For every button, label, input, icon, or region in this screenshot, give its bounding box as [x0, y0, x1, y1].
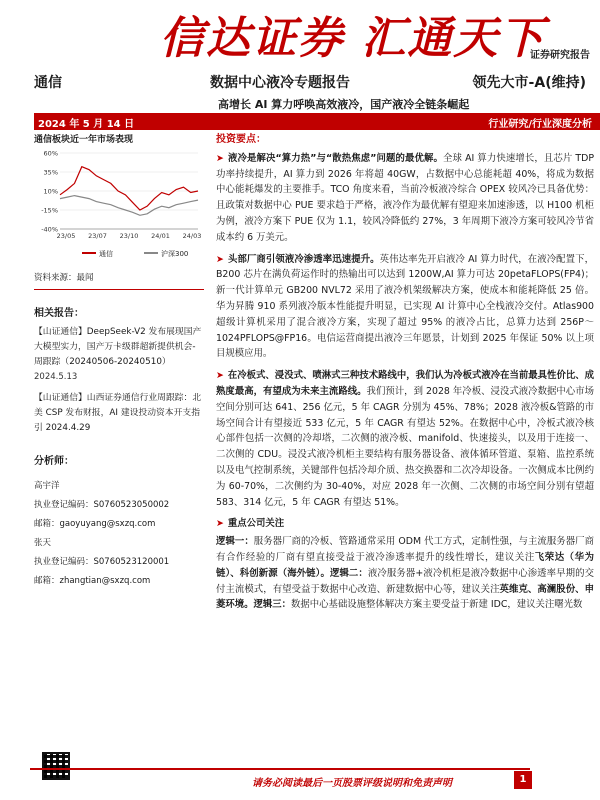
para-text: 全球 AI 算力快速增长，且芯片 TDP 功率持续提升，AI 算力到 2026 年将超 40GW，占数据中心总能耗超 40%，将成为数据中心能耗爆发的主要推手。TCO 角度来看，当前冷板液冷综合 OPEX 较风冷已具备优势：且政策对数据中心 PUE 要求趋于严格，液冷作为最优解有望迎来加速渗透，以 H100 机柜为例，液冷方案下 PUE 仅为 1.1，较风冷降低约 27%，3 年周期下液冷方案可较风冷节省成本约 6 万美元。	[216, 152, 594, 243]
related-report-text: 【山证通信】DeepSeek-V2 发布展现国产大模型实力，国产万卡级群超新提供机会-周跟踪（20240506-20240510）	[34, 327, 202, 367]
industry-label: 通信	[34, 75, 62, 91]
bullet-icon: ➤	[216, 253, 224, 265]
banner	[0, 0, 600, 64]
related-report-text: 【山证通信】山西证券通信行业周跟踪：北美 CSP 发布财报，AI 建设投动资本开支指引 2024.4.29	[34, 393, 202, 433]
analyst-name: 高宇洋	[34, 481, 60, 491]
analyst-name: 张天	[34, 538, 52, 548]
analyst-title: 分析师：	[34, 456, 74, 467]
chart-series-line-telecom	[60, 167, 198, 210]
report-title: 数据中心液冷专题报告	[210, 75, 350, 91]
related-report-date: 2024.5.13	[34, 372, 78, 382]
chart-title: 通信板块近一年市场表现	[34, 135, 134, 145]
analyst-email[interactable]: 邮箱：zhangtian@sxzq.com	[34, 576, 151, 586]
logic-text: 数据中心基础设施整体解决方案主要受益于新建 IDC，建议关注曙光数	[291, 599, 583, 611]
footer-divider	[30, 768, 530, 770]
paragraph-1	[216, 151, 594, 246]
chart-ytick-label: 35%	[43, 168, 58, 177]
company-list: 飞荣达（华为链）、科创新源（海外链）	[216, 551, 594, 579]
analyst-cert: 执业登记编码：S0760523050002	[34, 500, 170, 510]
analyst-cert: 执业登记编码：S0760523120001	[34, 557, 170, 567]
chart-xtick-label: 23/05	[56, 232, 76, 240]
related-report[interactable]	[34, 391, 204, 436]
chart-legend-label: 通信	[99, 250, 113, 258]
bullet-icon: ➤	[216, 518, 224, 530]
chart-xtick-label: 24/01	[151, 232, 170, 240]
qr-code-icon	[42, 752, 70, 780]
chart-ytick-label: -40%	[41, 225, 58, 234]
para-bold: 在冷板式、浸没式、喷淋式三种技术路线中，我们认为冷板式液冷在当前最具性价比、成熟度最高，有望成为未来主流路线。	[216, 370, 594, 397]
bullet-icon: ➤	[216, 152, 224, 164]
related-report[interactable]	[34, 325, 204, 385]
paragraph-4	[216, 534, 594, 613]
divider	[34, 289, 204, 290]
para-bold: 液冷是解决“算力热”与“散热焦虑”问题的最优解。	[227, 152, 443, 164]
footer-disclaimer[interactable]: 请务必阅读最后一页股票评级说明和免责声明	[252, 778, 452, 789]
chart-xtick-label: 24/03	[182, 232, 202, 240]
paragraph-3	[216, 368, 594, 510]
report-subtitle: 高增长 AI 算力呼唤高效液冷，国产液冷全链条崛起	[218, 98, 470, 111]
brand-logo: 信达证券 汇通天下	[160, 13, 546, 64]
logic-text: 服务器厂商的冷板、管路通常采用 ODM 代工方式，定制性强，与主流服务器厂商有合作经验的厂商有望直接受益于液冷渗透率提升的线性增长，建议关注	[216, 536, 594, 563]
market-chart	[34, 147, 204, 267]
logic-label: 逻辑一：	[216, 536, 254, 548]
related-title: 相关报告：	[34, 308, 84, 319]
chart-ytick-label: -15%	[41, 206, 58, 215]
main-content	[216, 132, 594, 754]
bullet-icon: ➤	[216, 370, 224, 382]
section-heading: 投资要点：	[216, 134, 266, 145]
para-text: 我们预计，到 2028 年冷板、浸没式液冷数据中心市场空间分别可达 641、256 亿元，5 年 CAGR 分别为 45%、78%；2028 液冷板&管路的市场空间合计有望接近 533 亿元，5 年 CAGR 有望达 52%。在数据中心中，冷板式液冷核心部件包括一次侧的冷却塔，二次侧的液冷板、manifold、快速接头，以及用于连接一、二次侧的 CDU。浸没式液冷机柜主要结构有服务器设备、液体循环管道、泵箱、监控系统以及电气控制系统，关键部件包括冷却介质、热交换器和二次冷却设备。一次侧成本比例约为 60-70%，二次侧约为 30-40%，对应 2028 年一次侧、二次侧的市场空间分别有望超 583、314 亿元，5 年 CAGR 有望达 51%。	[216, 385, 594, 508]
chart-legend-label: 沪深300	[161, 250, 189, 258]
chart-xtick-label: 23/10	[119, 232, 139, 240]
chart-xtick-label: 23/07	[88, 232, 107, 240]
para-bold: 头部厂商引领液冷渗透率迅速提升。	[227, 253, 380, 265]
key-companies-title: 重点公司关注	[227, 518, 285, 530]
date-bar	[34, 113, 600, 130]
chart-ytick-label: 10%	[43, 187, 58, 196]
logic-label: 。逻辑二：	[320, 567, 368, 579]
chart-ytick-label: 60%	[43, 149, 58, 158]
para-text: 英伟达率先开启液冷 AI 算力时代，在液冷配置下，B200 芯片在满负荷运作时的热输出可以达到 1200W,AI 算力可达 20petaFLOPS(FP4)；新一代计算单元 GB200 NVL72 采用了液冷机架级解决方案，使成本和能耗降低 25 倍。华为昇腾 910 系列液冷版本性能提升明显，已实现 AI 计算中心全栈液冷交付。Atlas900 超级计算机采用了混合液冷方案，实现了超过 95% 的液冷占比，总算力达到 256P～1024PFLOPS@FP16。电信运营商提出液冷三年愿景，计划到 2025 年保证 50% 以上项目规模应用。	[216, 253, 594, 360]
page-number: 1	[514, 771, 532, 789]
paragraph-2	[216, 252, 594, 363]
logic-text: 液冷服务器+液冷机柜是液冷数据中心渗透率早期的交付主流模式，有望受益于数据中心改造、新建数据中心等，建议关注	[216, 567, 594, 595]
chart-source: 资料来源：最闻	[34, 273, 94, 283]
rating-label: 领先大市-A(维持)	[472, 75, 586, 91]
key-companies-heading	[216, 516, 594, 532]
company-list: 英维克、高澜股份、申菱环境	[216, 583, 594, 611]
analyst-email[interactable]: 邮箱：gaoyuyang@sxzq.com	[34, 519, 156, 529]
report-type: 证券研究报告	[530, 50, 590, 61]
report-date: 2024 年 5 月 14 日	[38, 119, 135, 130]
title-row	[34, 72, 590, 92]
market-chart-svg	[34, 147, 204, 267]
logic-label: 。逻辑三：	[244, 599, 292, 611]
sidebar	[34, 132, 204, 762]
report-category: 行业研究/行业深度分析	[488, 119, 592, 130]
